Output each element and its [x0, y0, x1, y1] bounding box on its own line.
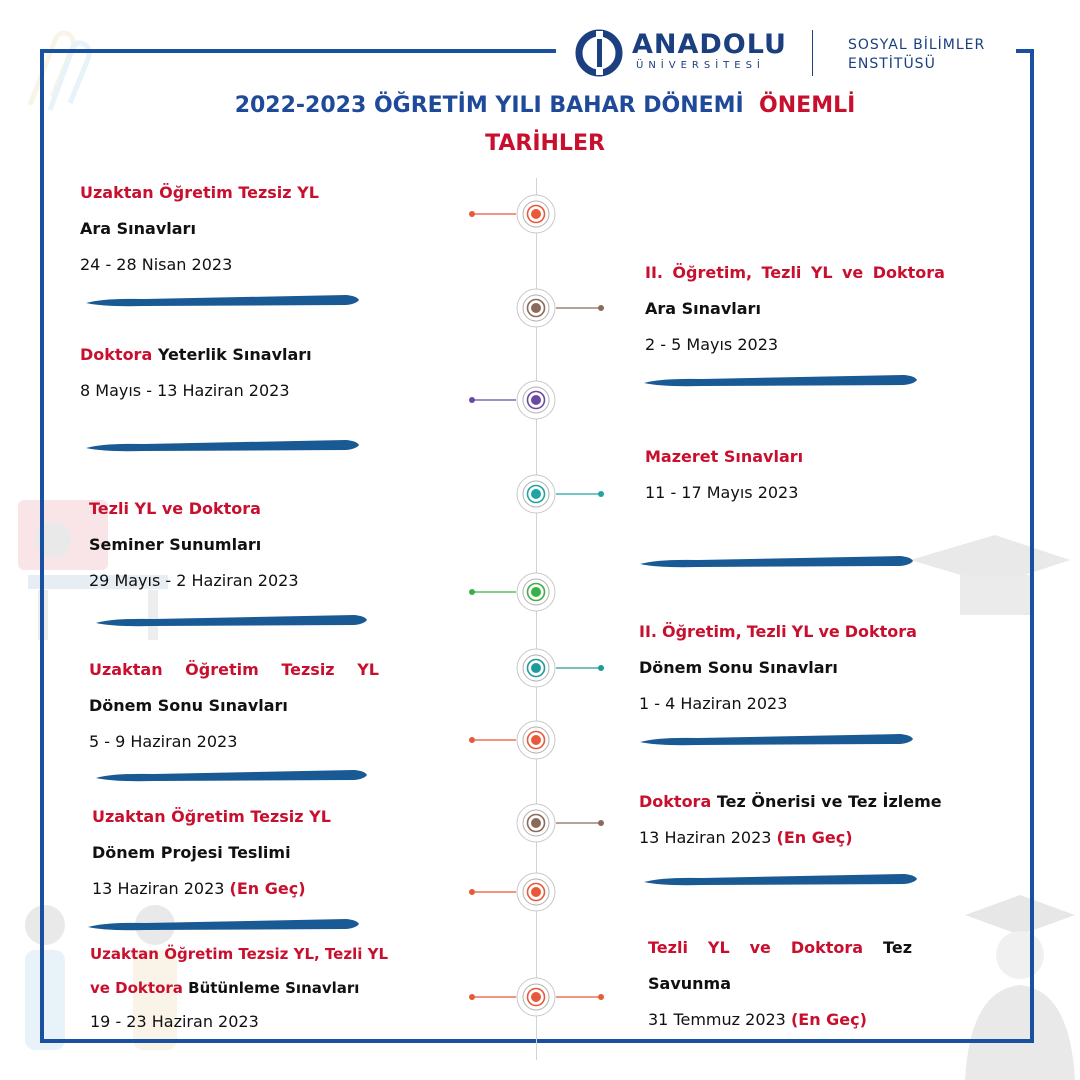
event-uzaktan-ara-sinav: [80, 183, 319, 275]
event-date: 2 - 5 Mayıs 2023: [645, 335, 779, 354]
event-date: 1 - 4 Haziran 2023: [639, 694, 788, 713]
timeline-node-icon: [456, 867, 616, 917]
title-line-1: [160, 87, 930, 125]
university-subtitle: ÜNİVERSİTESİ: [636, 60, 765, 71]
event-program: Tezli YL ve Doktora: [89, 499, 261, 518]
event-title: Bütünleme Sınavları: [188, 979, 360, 997]
brush-stroke: [638, 733, 914, 747]
event-title-word: Tez: [883, 938, 912, 957]
timeline-node-icon: [456, 798, 616, 848]
event-date: 31 Temmuz 2023: [648, 1010, 786, 1029]
event-ii-ogretim-ara-sinav: [645, 263, 945, 355]
title-red-part-1: ÖNEMLİ: [759, 93, 856, 118]
event-note: (En Geç): [790, 1010, 867, 1029]
program-word: Uzaktan: [89, 660, 163, 679]
institute-line-2: ENSTİTÜSÜ: [848, 56, 936, 72]
program-word: ve: [749, 938, 771, 957]
program-word: Tezsiz: [281, 660, 335, 679]
brush-stroke: [642, 873, 918, 887]
brush-stroke: [86, 918, 360, 932]
event-date: 8 Mayıs - 13 Haziran 2023: [80, 381, 290, 400]
event-note: (En Geç): [229, 879, 306, 898]
event-date: 19 - 23 Haziran 2023: [90, 1012, 259, 1031]
brush-stroke: [94, 614, 368, 628]
event-date-line: [639, 828, 942, 848]
brush-stroke: [84, 294, 360, 308]
event-seminer: [89, 499, 299, 591]
title-blue-part: 2022-2023 ÖĞRETİM YILI BAHAR DÖNEMİ: [234, 93, 744, 118]
event-heading: [639, 792, 942, 812]
title-red-part-2: TARİHLER: [485, 131, 605, 156]
event-title: Seminer Sunumları: [89, 535, 262, 554]
program-word: Öğretim,: [662, 622, 742, 641]
logo-divider: [812, 30, 813, 76]
event-program-cont: ve Doktora: [90, 979, 183, 997]
institute-line-1: SOSYAL BİLİMLER: [848, 37, 986, 53]
program-word: Tezli: [648, 938, 688, 957]
event-date: 13 Haziran 2023: [92, 879, 225, 898]
brush-stroke: [638, 555, 914, 569]
program-word: Doktora: [844, 622, 917, 641]
event-program: [89, 660, 379, 680]
event-title: Yeterlik Sınavları: [157, 345, 312, 364]
program-word: ve: [818, 622, 840, 641]
program-word: Doktora: [790, 938, 864, 957]
event-title-cont: Savunma: [648, 974, 731, 993]
event-program: Uzaktan Öğretim Tezsiz YL, Tezli YL: [90, 945, 389, 963]
event-note: (En Geç): [776, 828, 853, 847]
program-word: ve: [842, 263, 864, 282]
event-title: Tez Önerisi ve Tez İzleme: [716, 792, 942, 811]
page-title: [160, 87, 930, 163]
university-name: ANADOLU: [632, 29, 787, 60]
program-word: YL: [707, 938, 730, 957]
event-title: Dönem Sonu Sınavları: [639, 658, 838, 677]
event-proje-teslimi: [92, 807, 331, 899]
program-word: II.: [645, 263, 663, 282]
event-heading: [648, 938, 912, 958]
program-word: YL: [357, 660, 379, 679]
event-mazeret: [645, 447, 803, 503]
event-date: 29 Mayıs - 2 Haziran 2023: [89, 571, 299, 590]
timeline-node-icon: [456, 643, 616, 693]
event-uzaktan-donem-sonu: [89, 660, 379, 752]
program-word: Öğretim,: [672, 263, 753, 282]
event-program: Mazeret Sınavları: [645, 447, 804, 466]
event-ii-ogretim-donem-sonu: [639, 622, 917, 714]
program-word: Öğretim: [185, 660, 259, 679]
event-date: 24 - 28 Nisan 2023: [80, 255, 233, 274]
timeline-node-icon: [456, 567, 616, 617]
event-program: [645, 263, 945, 283]
event-doktora-yeterlik: [80, 345, 312, 401]
program-word: YL: [791, 622, 814, 641]
program-word: Tezli: [746, 622, 787, 641]
event-program: Uzaktan Öğretim Tezsiz YL: [92, 807, 331, 826]
event-date-line: [92, 879, 331, 899]
institute-name: [848, 36, 985, 74]
event-butunleme: [90, 944, 388, 1032]
event-title: Dönem Sonu Sınavları: [89, 696, 288, 715]
brush-stroke: [642, 374, 918, 388]
timeline-node-icon: [456, 375, 616, 425]
event-date-line: [648, 1010, 912, 1030]
event-title: Ara Sınavları: [80, 219, 196, 238]
program-word: YL: [810, 263, 833, 282]
timeline-node-icon: [456, 189, 616, 239]
program-word: Tezli: [761, 263, 802, 282]
event-program: Doktora: [639, 792, 712, 811]
brush-stroke: [94, 769, 368, 783]
event-program: [639, 622, 917, 642]
event-program: Uzaktan Öğretim Tezsiz YL: [80, 183, 319, 202]
brush-stroke: [84, 439, 360, 453]
timeline-node-icon: [456, 469, 616, 519]
event-title: Dönem Projesi Teslimi: [92, 843, 291, 862]
event-heading: [80, 345, 312, 365]
event-tez-onerisi: [639, 792, 942, 848]
anadolu-logo-icon: [572, 29, 626, 77]
program-word: II.: [639, 622, 657, 641]
event-date: 13 Haziran 2023: [639, 828, 772, 847]
event-title: Ara Sınavları: [645, 299, 761, 318]
timeline-node-icon: [456, 715, 616, 765]
event-program: Doktora: [80, 345, 153, 364]
timeline-node-icon: [456, 972, 616, 1022]
event-date: 5 - 9 Haziran 2023: [89, 732, 238, 751]
event-date: 11 - 17 Mayıs 2023: [645, 483, 799, 502]
program-word: Doktora: [872, 263, 945, 282]
event-tez-savunma: [648, 938, 912, 1030]
event-heading: [90, 978, 388, 998]
timeline-node-icon: [456, 283, 616, 333]
